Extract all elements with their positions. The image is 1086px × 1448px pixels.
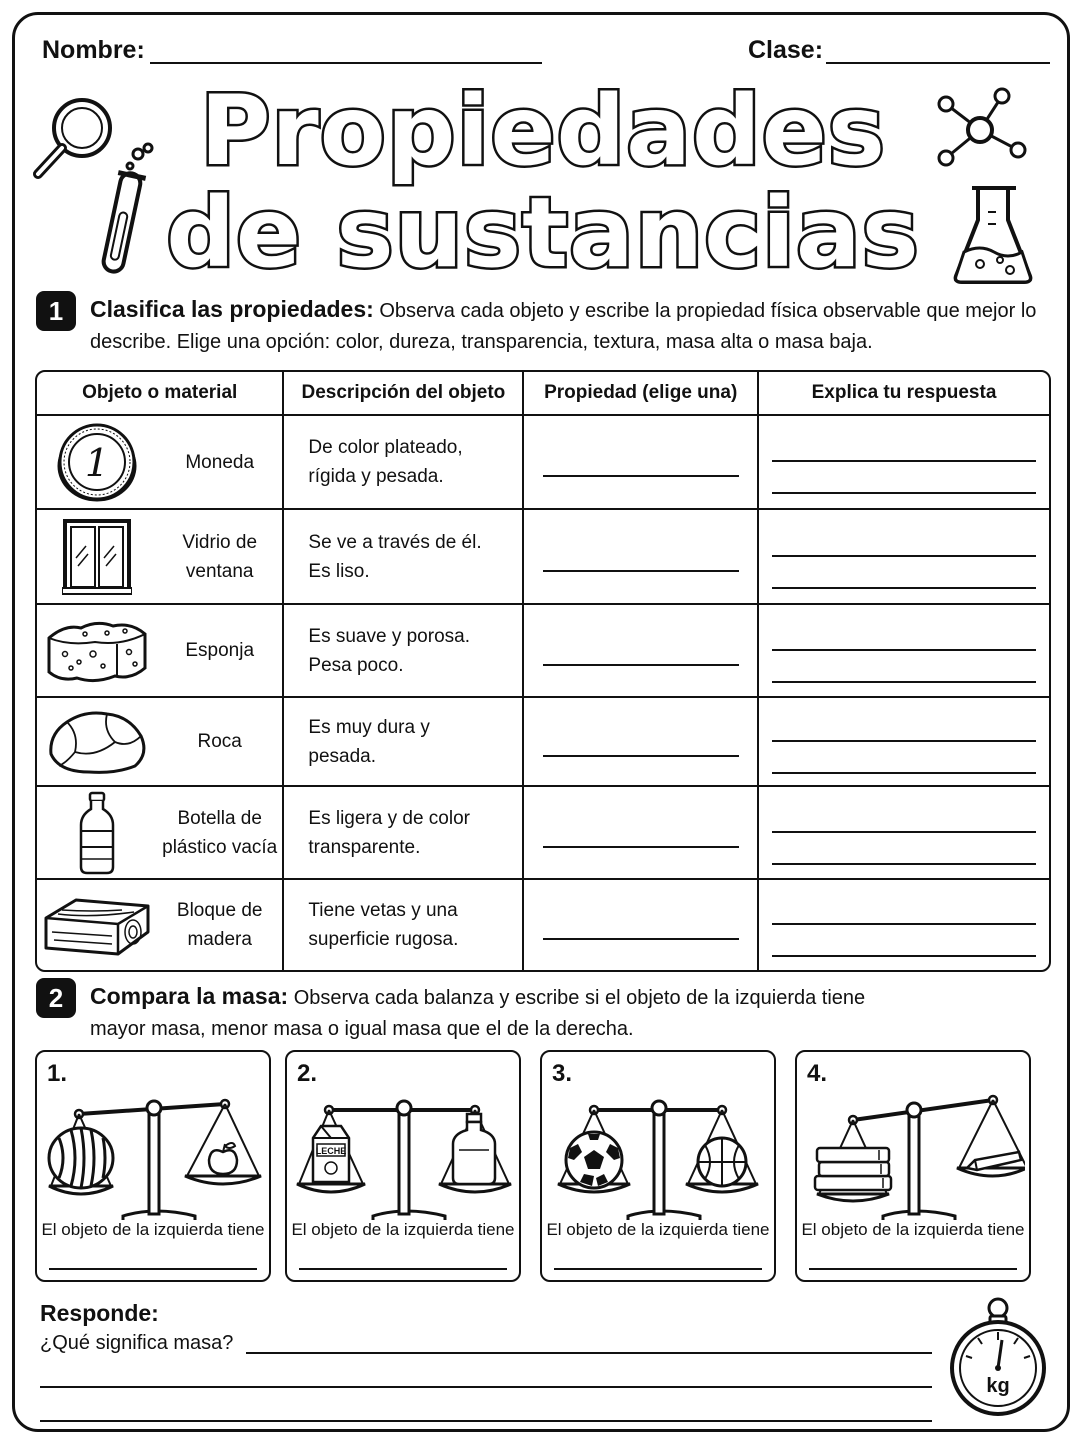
- section-2-instructions: [90, 981, 1050, 1045]
- section-1-text-a: Observa cada objeto y escribe la propiedad física observable que mejor lo: [379, 300, 1037, 322]
- property-answer-line[interactable]: [543, 727, 739, 757]
- carton-label: LECHE: [315, 1146, 347, 1156]
- object-description: Es muy dura y: [308, 716, 430, 738]
- scale-card-2: [285, 1050, 521, 1282]
- section-1-heading: Clasifica las propiedades:: [90, 296, 374, 322]
- balance-scale-icon: [550, 1080, 770, 1220]
- column-header-description: Descripción del objeto: [284, 372, 524, 416]
- page-subtitle: de sustancias: [166, 177, 920, 289]
- test-tube-icon: [90, 142, 160, 282]
- scale-caption: El objeto de la izquierda tiene: [801, 1220, 1025, 1239]
- section-2-heading: Compara la masa:: [90, 983, 289, 1009]
- balance-scale-icon: [805, 1080, 1025, 1220]
- object-name: Bloque de: [176, 900, 263, 921]
- scale-number: 3.: [552, 1060, 573, 1087]
- explain-line[interactable]: [772, 710, 1036, 742]
- watermelon-icon: [49, 1128, 113, 1188]
- wood-block-icon: [42, 892, 152, 958]
- scale-answer-line[interactable]: [554, 1268, 762, 1270]
- class-label: Clase:: [748, 36, 824, 64]
- section-2-text-b: mayor masa, menor masa o igual masa que el de la derecha.: [90, 1018, 634, 1040]
- object-description: De color plateado,: [308, 437, 463, 458]
- window-icon: [62, 518, 132, 596]
- basketball-icon: [698, 1138, 746, 1186]
- explain-line[interactable]: [772, 430, 1036, 462]
- explain-line[interactable]: [772, 462, 1036, 494]
- column-header-property: Propiedad (elige una): [524, 372, 759, 416]
- milk-carton-icon: [313, 1126, 349, 1182]
- property-answer-line[interactable]: [543, 910, 739, 940]
- object-name: ventana: [185, 560, 254, 582]
- explain-line[interactable]: [772, 557, 1036, 589]
- column-header-object: Objeto o material: [37, 372, 284, 416]
- object-description: rígida y pesada.: [308, 466, 444, 487]
- explain-line[interactable]: [772, 742, 1036, 774]
- scale-answer-line[interactable]: [299, 1268, 507, 1270]
- object-description: Es ligera y de color: [308, 807, 470, 829]
- explain-line[interactable]: [772, 925, 1036, 957]
- books-icon: [815, 1148, 891, 1190]
- section-1-instructions: [90, 294, 1050, 358]
- property-answer-line[interactable]: [543, 818, 739, 848]
- balance-scale-icon: [45, 1080, 265, 1220]
- object-description: Se ve a través de él.: [308, 531, 482, 553]
- answer-line-1[interactable]: [246, 1352, 932, 1354]
- object-name: Roca: [197, 731, 242, 752]
- property-answer-line[interactable]: [543, 542, 739, 572]
- explain-line[interactable]: [772, 619, 1036, 651]
- respond-label: Responde:: [40, 1300, 159, 1326]
- property-answer-line[interactable]: [543, 636, 739, 666]
- water-jug-icon: [453, 1114, 495, 1184]
- table-header-row: [37, 372, 1049, 416]
- name-label: Nombre:: [42, 36, 145, 64]
- object-name: Botella de: [177, 807, 262, 829]
- balance-scale-icon: [295, 1080, 515, 1220]
- page-title: Propiedades: [200, 75, 886, 187]
- column-header-explain: Explica tu respuesta: [759, 372, 1049, 416]
- object-description: Es liso.: [308, 560, 370, 582]
- rock-icon: [45, 708, 149, 776]
- scale-caption: El objeto de la izquierda tiene: [291, 1220, 515, 1239]
- weight-scale-icon: [948, 1296, 1048, 1416]
- molecule-icon: [932, 82, 1032, 172]
- scale-card-1: [35, 1050, 271, 1282]
- scale-card-3: [540, 1050, 776, 1282]
- bottle-icon: [77, 791, 117, 875]
- scale-card-4: [795, 1050, 1031, 1282]
- explain-line[interactable]: [772, 893, 1036, 925]
- table-row: [37, 698, 1049, 787]
- table-row: [37, 880, 1049, 970]
- object-description: pesada.: [308, 745, 377, 767]
- object-name: plástico vacía: [162, 836, 278, 858]
- scale-number: 2.: [297, 1060, 318, 1087]
- table-row: [37, 510, 1049, 605]
- scale-caption: El objeto de la izquierda tiene: [546, 1220, 770, 1239]
- table-row: [37, 605, 1049, 698]
- explain-line[interactable]: [772, 833, 1036, 865]
- table-row: [37, 787, 1049, 880]
- soccer-ball-icon: [566, 1132, 622, 1188]
- scale-caption: El objeto de la izquierda tiene: [41, 1220, 265, 1239]
- beaker-icon: [950, 182, 1036, 286]
- scale-number: 1.: [47, 1060, 68, 1087]
- respond-question: ¿Qué significa masa?: [40, 1332, 234, 1354]
- answer-line-3[interactable]: [40, 1420, 932, 1422]
- object-description: Es suave y porosa.: [308, 625, 470, 647]
- weight-unit: kg: [986, 1375, 1010, 1397]
- table-row: [37, 416, 1049, 510]
- section-1-badge: 1: [36, 291, 76, 331]
- object-description: transparente.: [308, 836, 421, 858]
- scale-answer-line[interactable]: [49, 1268, 257, 1270]
- object-name: Esponja: [185, 640, 255, 661]
- explain-line[interactable]: [772, 801, 1036, 833]
- scale-number: 4.: [807, 1060, 828, 1087]
- object-name: madera: [187, 929, 252, 950]
- section-1-text-b: describe. Elige una opción: color, dureza, transparencia, textura, masa alta o masa baja.: [90, 331, 873, 353]
- scale-answer-line[interactable]: [809, 1268, 1017, 1270]
- coin-icon: [55, 420, 139, 504]
- answer-line-2[interactable]: [40, 1386, 932, 1388]
- explain-line[interactable]: [772, 651, 1036, 683]
- object-description: Pesa poco.: [308, 654, 404, 676]
- object-name: Moneda: [185, 451, 255, 473]
- explain-line[interactable]: [772, 525, 1036, 557]
- coin-digit: 1: [84, 441, 110, 485]
- name-field[interactable]: [150, 62, 542, 64]
- object-name: Vidrio de: [182, 531, 258, 553]
- properties-table: [35, 370, 1051, 972]
- sponge-icon: [45, 616, 149, 686]
- section-2-text-a: Observa cada balanza y escribe si el objeto de la izquierda tiene: [293, 987, 866, 1009]
- section-2-badge: 2: [36, 978, 76, 1018]
- object-description: superficie rugosa.: [308, 929, 459, 950]
- object-description: Tiene vetas y una: [308, 900, 458, 921]
- property-answer-line[interactable]: [543, 447, 739, 477]
- apple-icon: [209, 1143, 237, 1174]
- class-field[interactable]: [826, 62, 1050, 64]
